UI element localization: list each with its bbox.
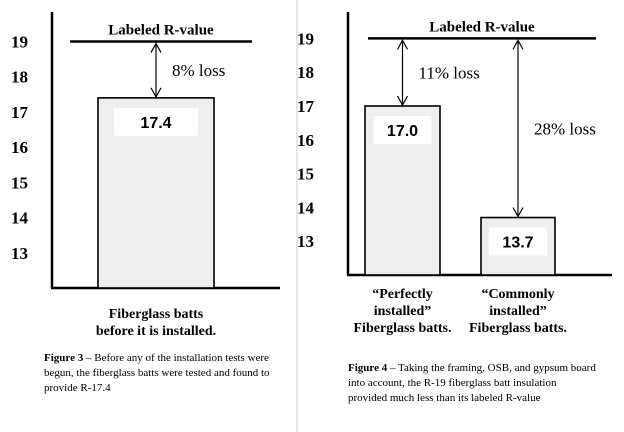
y-tick-label: 13 xyxy=(297,232,314,252)
y-tick-label: 15 xyxy=(11,173,28,193)
value-label: 17.0 xyxy=(386,122,419,140)
value-label: 13.7 xyxy=(502,234,534,252)
reference-label: Labeled R-value xyxy=(108,22,214,39)
caption-text: – Taking the framing, OSB, and gypsum board into account, the R-19 fiberglass batt insulation provided much less than its labeled R-value xyxy=(348,362,596,404)
figure-4-caption xyxy=(348,361,598,406)
figure-3-caption xyxy=(44,351,280,396)
caption-text: – Before any of the installation tests were begun, the fiberglass batts were tested and found to provide R-17.4 xyxy=(44,352,270,394)
loss-label: 28% loss xyxy=(534,119,596,139)
reference-label: Labeled R-value xyxy=(429,19,535,36)
loss-label: 8% loss xyxy=(172,61,226,81)
figure-4-chart xyxy=(297,0,624,345)
caption-label: Figure 4 xyxy=(348,362,388,374)
y-tick-label: 19 xyxy=(11,32,28,52)
y-tick-label: 17 xyxy=(297,96,314,116)
y-tick-label: 15 xyxy=(297,164,314,184)
category-label: Fiberglass batts before it is installed. xyxy=(95,307,217,339)
y-tick-label: 18 xyxy=(11,67,28,87)
y-tick-label: 18 xyxy=(297,63,314,83)
y-tick-label: 14 xyxy=(11,208,28,228)
y-tick-label: 16 xyxy=(11,138,28,158)
category-label: “Perfectly installed” Fiberglass batts. xyxy=(353,287,452,336)
figure-3-chart xyxy=(0,0,296,340)
y-tick-label: 13 xyxy=(11,243,28,263)
figure-3-panel xyxy=(0,0,296,432)
figure-4-panel xyxy=(297,0,624,432)
y-tick-label: 16 xyxy=(297,130,314,150)
category-label: “Commonly installed” Fiberglass batts. xyxy=(469,287,567,336)
y-tick-label: 14 xyxy=(297,198,314,218)
y-tick-label: 17 xyxy=(11,102,28,122)
value-label: 17.4 xyxy=(140,114,172,132)
y-tick-label: 19 xyxy=(297,29,314,49)
loss-label: 11% loss xyxy=(418,63,480,83)
caption-label: Figure 3 xyxy=(44,352,84,364)
